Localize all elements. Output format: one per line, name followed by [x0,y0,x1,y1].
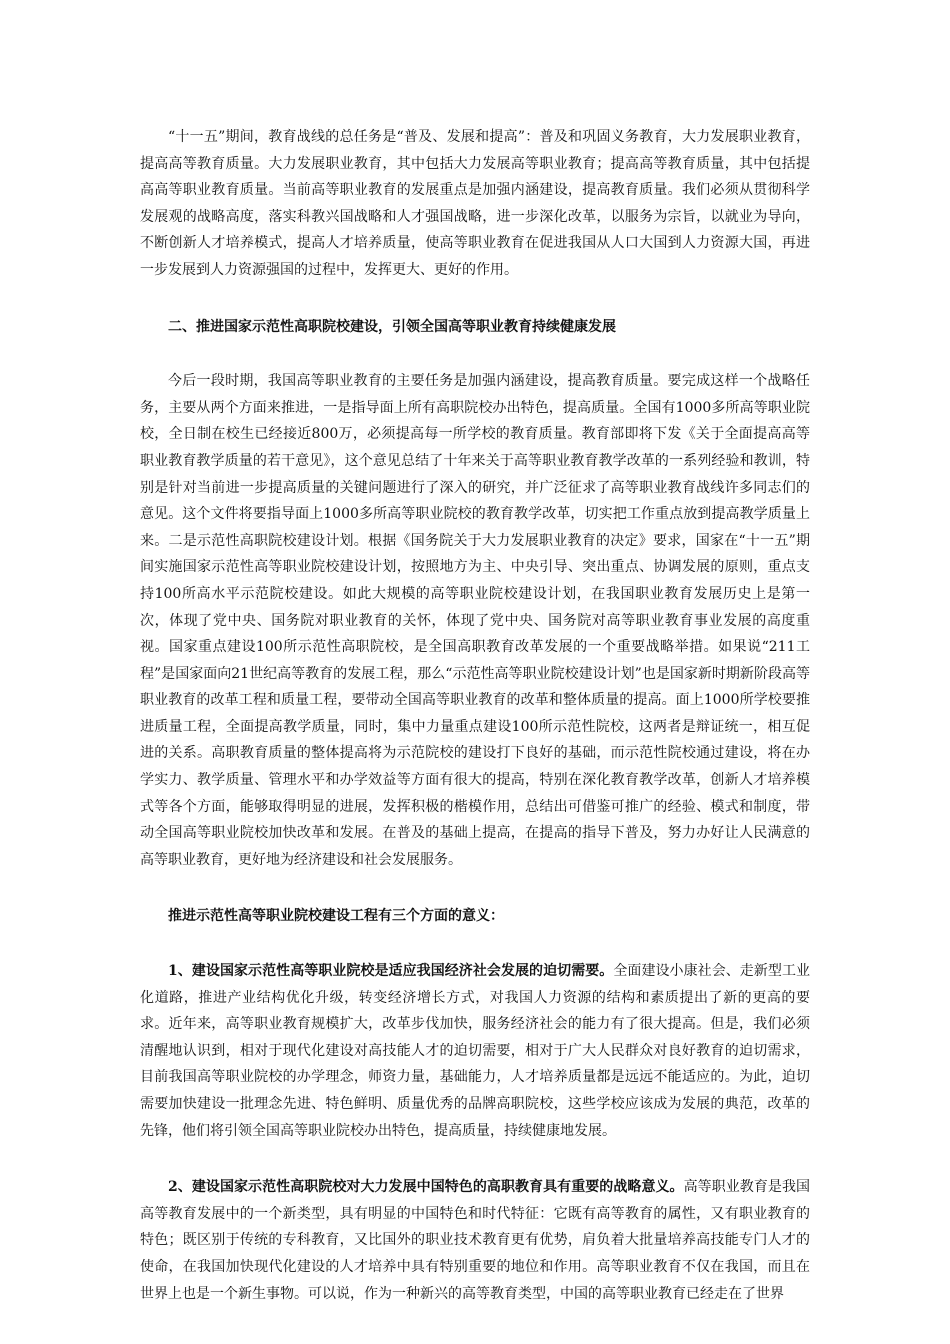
paragraph-significance-2-body: 高等职业教育是我国高等教育发展中的一个新类型，具有明显的中国特色和时代特征：它既有高等教育的属性，又有职业教育的特色；既区别于传统的专科教育，又比国外的职业技术教育更有优势，肩负着大批量培养高技能专门人才的使命，在我国加快现代化建设的人才培养中具有特别重要的地位和作用。高等职业教育不仅在我国，而且在世界上也是一个新生事物。可以说，作为一种新兴的高等教育类型，中国的高等职业教育已经走在了世界 [140,1179,810,1302]
paragraph-intro: “十一五”期间，教育战线的总任务是“普及、发展和提高”：普及和巩固义务教育，大力发展职业教育，提高高等教育质量。大力发展职业教育，其中包括大力发展高等职业教育；提高高等教育质量，其中包括提高高等职业教育质量。当前高等职业教育的发展重点是加强内涵建设，提高教育质量。我们必须从贯彻科学发展观的战略高度，落实科教兴国战略和人才强国战略，进一步深化改革，以服务为宗旨，以就业为导向，不断创新人才培养模式，提高人才培养质量，使高等职业教育在促进我国从人口大国到人力资源大国，再进一步发展到人力资源强国的过程中，发挥更大、更好的作用。 [140,129,810,278]
paragraph-significance-2-lead: 2、建设国家示范性高职院校对大力发展中国特色的高职教育具有重要的战略意义。 [168,1179,684,1196]
paragraph-section-2: 今后一段时期，我国高等职业教育的主要任务是加强内涵建设，提高教育质量。要完成这样一个战略任务，主要从两个方面来推进，一是指导面上所有高职院校办出特色，提高质量。全国有1000多所高等职业院校，全日制在校生已经接近800万，必须提高每一所学校的教育质量。教育部即将下发《关于全面提高高等职业教育教学质量的若干意见》，这个意见总结了十年来关于高等职业教育教学改革的一系列经验和教训，特别是针对当前进一步提高质量的关键问题进行了深入的研究，并广泛征求了高等职业教育战线许多同志们的意见。这个文件将要指导面上1000多所高等职业院校的教育教学改革，切实把工作重点放到提高教学质量上来。二是示范性高职院校建设计划。根据《国务院关于大力发展职业教育的决定》要求，国家在“十一五”期间实施国家示范性高等职业院校建设计划，按照地方为主、中央引导、突出重点、协调发展的原则，重点支持100所高水平示范院校建设。如此大规模的高等职业院校建设计划，在我国职业教育发展历史上是第一次，体现了党中央、国务院对职业教育的关怀，体现了党中央、国务院对高等职业教育事业发展的高度重视。国家重点建设100所示范性高职院校，是全国高职教育改革发展的一个重要战略举措。如果说“211工程”是国家面向21世纪高等教育的发展工程，那么“示范性高等职业院校建设计划”也是国家新时期新阶段高等职业教育的改革工程和质量工程，要带动全国高等职业教育的改革和整体质量的提高。面上1000所学校要推进质量工程，全面提高教学质量，同时，集中力量重点建设100所示范性院校，这两者是辩证统一，相互促进的关系。高职教育质量的整体提高将为示范院校的建设打下良好的基础，而示范性院校通过建设，将在办学实力、教学质量、管理水平和办学效益等方面有很大的提高，特别在深化教育教学改革，创新人才培养模式等各个方面，能够取得明显的进展，发挥积极的楷模作用，总结出可借鉴可推广的经验、模式和制度，带动全国高等职业院校加快改革和发展。在普及的基础上提高，在提高的指导下普及，努力办好让人民满意的高等职业教育，更好地为经济建设和社会发展服务。 [140,373,810,868]
document-body [140,124,810,1307]
paragraph-significance-1-lead: 1、建设国家示范性高等职业院校是适应我国经济社会发展的迫切需要。 [168,963,614,980]
section-heading-2: 二、推进国家示范性高职院校建设，引领全国高等职业教育持续健康发展 [168,318,616,335]
paragraph-significance-2 [140,1174,810,1307]
paragraph-significance-1-body: 全面建设小康社会、走新型工业化道路，推进产业结构优化升级，转变经济增长方式，对我国人力资源的结构和素质提出了新的更高的要求。近年来，高等职业教育规模扩大，改革步伐加快，服务经济社会的能力有了很大提高。但是，我们必须清醒地认识到，相对于现代化建设对高技能人才的迫切需要，相对于广大人民群众对良好教育的迫切需求，目前我国高等职业院校的办学理念，师资力量，基础能力，人才培养质量都是远远不能适应的。为此，迫切需要加快建设一批理念先进、特色鲜明、质量优秀的品牌高职院校，这些学校应该成为发展的典范，改革的先锋，他们将引领全国高等职业院校办出特色，提高质量，持续健康地发展。 [140,963,810,1139]
subsection-heading-significance: 推进示范性高等职业院校建设工程有三个方面的意义： [168,908,504,925]
paragraph-significance-1 [140,958,810,1144]
